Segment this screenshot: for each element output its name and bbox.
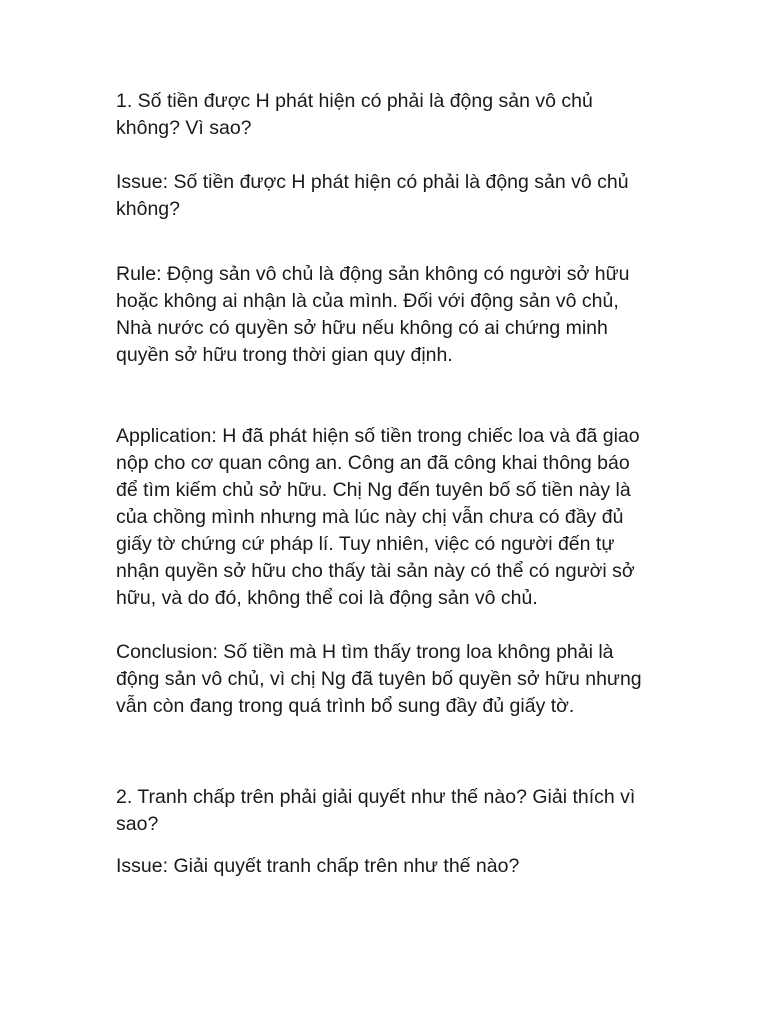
question-1-application: Application: H đã phát hiện số tiền trong chiếc loa và đã giao nộp cho cơ quan công an. Công an đã công khai thông báo để tìm kiếm chủ sở hữu. Chị Ng đến tuyên bố số tiền này là của chồng mình nhưng mà lúc này chị vẫn chưa có đầy đủ giấy tờ chứng cứ pháp lí. Tuy nhiên, việc có người đến tự nhận quyền sở hữu cho thấy tài sản này có thể có người sở hữu, và do đó, không thể coi là động sản vô chủ. [116, 425, 640, 609]
question-2-title: 2. Tranh chấp trên phải giải quyết như thế nào? Giải thích vì sao? [116, 786, 636, 835]
question-1-rule: Rule: Động sản vô chủ là động sản không có người sở hữu hoặc không ai nhận là của mình. Đối với động sản vô chủ, Nhà nước có quyền sở hữu nếu không có ai chứng minh quyền sở hữu trong thời gian quy định. [116, 263, 630, 366]
question-1-conclusion: Conclusion: Số tiền mà H tìm thấy trong loa không phải là động sản vô chủ, vì chị Ng đã tuyên bố quyền sở hữu nhưng vẫn còn đang trong quá trình bổ sung đầy đủ giấy tờ. [116, 641, 642, 717]
question-2-issue: Issue: Giải quyết tranh chấp trên như thế nào? [116, 855, 520, 877]
question-1-title: 1. Số tiền được H phát hiện có phải là động sản vô chủ không? Vì sao? [116, 90, 593, 139]
question-1-issue: Issue: Số tiền được H phát hiện có phải là động sản vô chủ không? [116, 171, 629, 220]
document-body [116, 88, 656, 880]
